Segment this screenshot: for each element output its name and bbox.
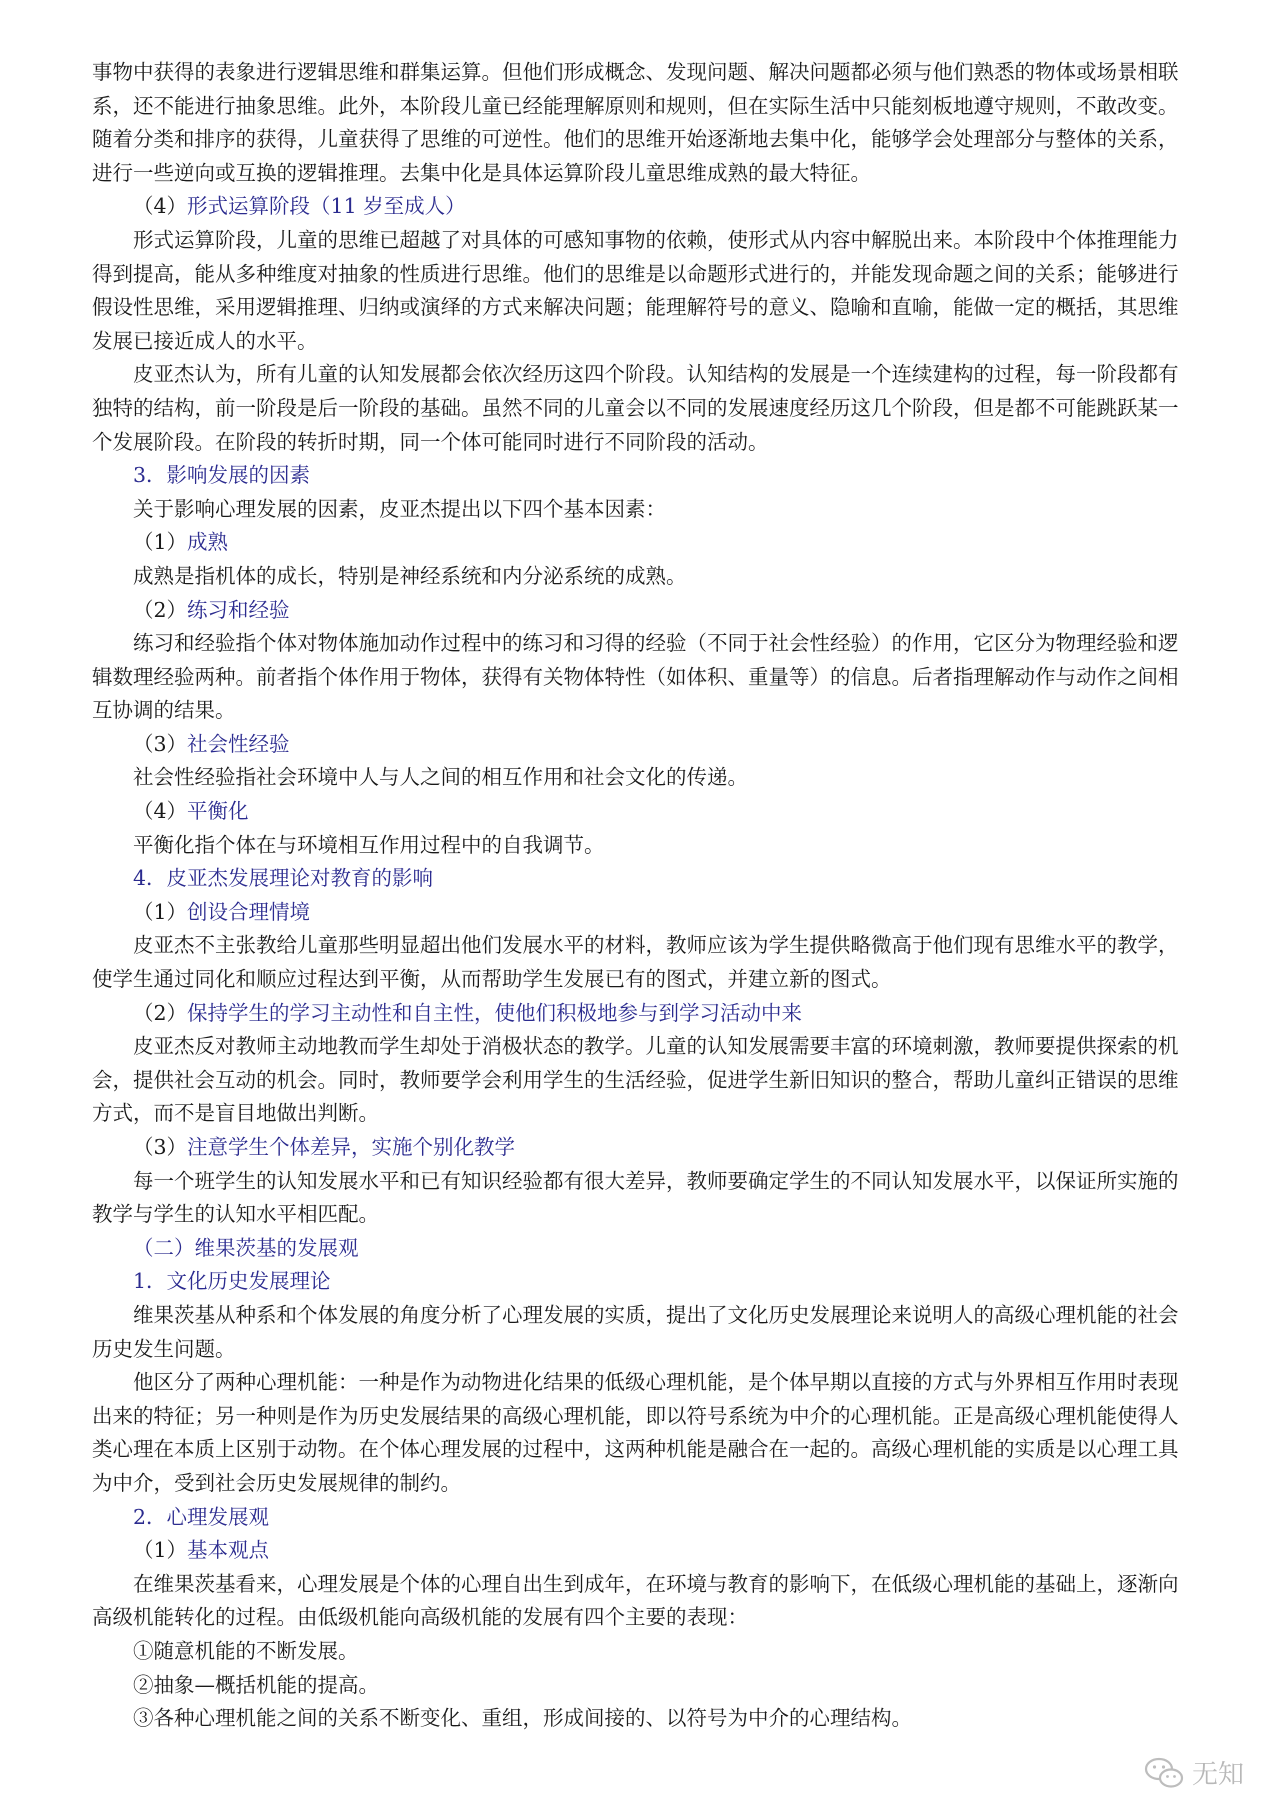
subheading-title: 形式运算阶段（11 岁至成人）: [187, 194, 466, 219]
section-heading: 1．文化历史发展理论: [133, 1269, 331, 1294]
list-item: ②抽象—概括机能的提高。: [133, 1672, 379, 1697]
subheading: [92, 997, 1192, 1031]
watermark: [1144, 1754, 1244, 1791]
subheading: [92, 1534, 1192, 1568]
subheading-title: 平衡化: [187, 799, 249, 824]
paragraph: 形式运算阶段，儿童的思维已超越了对具体的可感知事物的依赖，使形式从内容中解脱出来。本阶段中个体推理能力得到提高，能从多种维度对抽象的性质进行思维。他们的思维是以命题形式进行的，并能发现命题之间的关系；能够进行假设性思维，采用逻辑推理、归纳或演绎的方式来解决问题；能理解符号的意义、隐喻和直喻，能做一定的概括，其思维发展已接近成人的水平。: [92, 227, 1179, 353]
subheading: [92, 896, 1192, 930]
subheading-number: （2）: [133, 1000, 188, 1025]
paragraph: 皮亚杰认为，所有儿童的认知发展都会依次经历这四个阶段。认知结构的发展是一个连续建构的过程，每一阶段都有独特的结构，前一阶段是后一阶段的基础。虽然不同的儿童会以不同的发展速度经历这几个阶段，但是都不可能跳跃某一个发展阶段。在阶段的转折时期，同一个体可能同时进行不同阶段的活动。: [92, 362, 1179, 454]
subheading-number: （4）: [133, 194, 188, 219]
paragraph: 事物中获得的表象进行逻辑思维和群集运算。但他们形成概念、发现问题、解决问题都必须与他们熟悉的物体或场景相联系，还不能进行抽象思维。此外，本阶段儿童已经能理解原则和规则，但在实际生活中只能刻板地遵守规则，不敢改变。随着分类和排序的获得，儿童获得了思维的可逆性。他们的思维开始逐渐地去集中化，能够学会处理部分与整体的关系，进行一些逆向或互换的逻辑推理。去集中化是具体运算阶段儿童思维成熟的最大特征。: [92, 60, 1179, 185]
paragraph: 皮亚杰反对教师主动地教而学生却处于消极状态的教学。儿童的认知发展需要丰富的环境刺激，教师要提供探索的机会，提供社会互动的机会。同时，教师要学会利用学生的生活经验，促进学生新旧知识的整合，帮助儿童纠正错误的思维方式，而不是盲目地做出判断。: [92, 1034, 1179, 1126]
paragraph: 社会性经验指社会环境中人与人之间的相互作用和社会文化的传递。: [133, 765, 748, 790]
paragraph: 关于影响心理发展的因素，皮亚杰提出以下四个基本因素：: [133, 496, 666, 521]
subheading: [92, 728, 1192, 762]
chapter-heading: （二）维果茨基的发展观: [133, 1235, 359, 1260]
subheading-number: （1）: [133, 530, 188, 555]
subheading-title: 成熟: [187, 530, 229, 555]
paragraph: 成熟是指机体的成长，特别是神经系统和内分泌系统的成熟。: [133, 563, 687, 588]
subheading-number: （4）: [133, 799, 188, 824]
subheading: [92, 795, 1192, 829]
section-heading: 4．皮亚杰发展理论对教育的影响: [133, 866, 434, 891]
subheading-number: （3）: [133, 731, 188, 756]
subheading-number: （2）: [133, 597, 188, 622]
subheading-number: （3）: [133, 1135, 188, 1159]
document-page: [92, 56, 1192, 1736]
subheading: [92, 526, 1192, 560]
subheading-number: （1）: [133, 1538, 188, 1563]
subheading-title: 创设合理情境: [187, 899, 311, 924]
wechat-icon: [1144, 1756, 1184, 1790]
paragraph: 维果茨基从种系和个体发展的角度分析了心理发展的实质，提出了文化历史发展理论来说明人的高级心理机能的社会历史发生问题。: [92, 1302, 1179, 1361]
paragraph: 他区分了两种心理机能：一种是作为动物进化结果的低级心理机能，是个体早期以直接的方式与外界相互作用时表现出来的特征；另一种则是作为历史发展结果的高级心理机能，即以符号系统为中介的心理机能。正是高级心理机能使得人类心理在本质上区别于动物。在个体心理发展的过程中，这两种机能是融合在一起的。高级心理机能的实质是以心理工具为中介，受到社会历史发展规律的制约。: [92, 1370, 1179, 1495]
list-item: ③各种心理机能之间的关系不断变化、重组，形成间接的、以符号为中介的心理结构。: [133, 1706, 912, 1731]
subheading-title: 练习和经验: [187, 597, 290, 622]
subheading: [92, 1131, 1192, 1165]
subheading-title: 基本观点: [187, 1538, 270, 1563]
paragraph: 在维果茨基看来，心理发展是个体的心理自出生到成年，在环境与教育的影响下，在低级心理机能的基础上，逐渐向高级机能转化的过程。由低级机能向高级机能的发展有四个主要的表现：: [92, 1571, 1179, 1630]
subheading-title: 社会性经验: [187, 731, 290, 756]
paragraph: 每一个班学生的认知发展水平和已有知识经验都有很大差异，教师要确定学生的不同认知发展水平，以保证所实施的教学与学生的认知水平相匹配。: [92, 1168, 1179, 1227]
section-heading: 3．影响发展的因素: [133, 463, 311, 488]
watermark-text: 无知: [1191, 1760, 1244, 1790]
subheading: [92, 190, 1192, 224]
subheading-number: （1）: [133, 899, 188, 924]
subheading-title: 保持学生的学习主动性和自主性，使他们积极地参与到学习活动中来: [187, 1000, 803, 1025]
paragraph: 练习和经验指个体对物体施加动作过程中的练习和习得的经验（不同于社会性经验）的作用，它区分为物理经验和逻辑数理经验两种。前者指个体作用于物体，获得有关物体特性（如体积、重量等）的信息。后者指理解动作与动作之间相互协调的结果。: [92, 631, 1179, 723]
paragraph: 皮亚杰不主张教给儿童那些明显超出他们发展水平的材料，教师应该为学生提供略微高于他们现有思维水平的教学，使学生通过同化和顺应过程达到平衡，从而帮助学生发展已有的图式，并建立新的图式。: [92, 933, 1179, 992]
paragraph: 平衡化指个体在与环境相互作用过程中的自我调节。: [133, 832, 605, 857]
section-heading: 2．心理发展观: [133, 1504, 270, 1529]
subheading: [92, 594, 1192, 628]
subheading-title: 注意学生个体差异，实施个别化教学: [187, 1135, 516, 1159]
list-item: ①随意机能的不断发展。: [133, 1638, 359, 1663]
